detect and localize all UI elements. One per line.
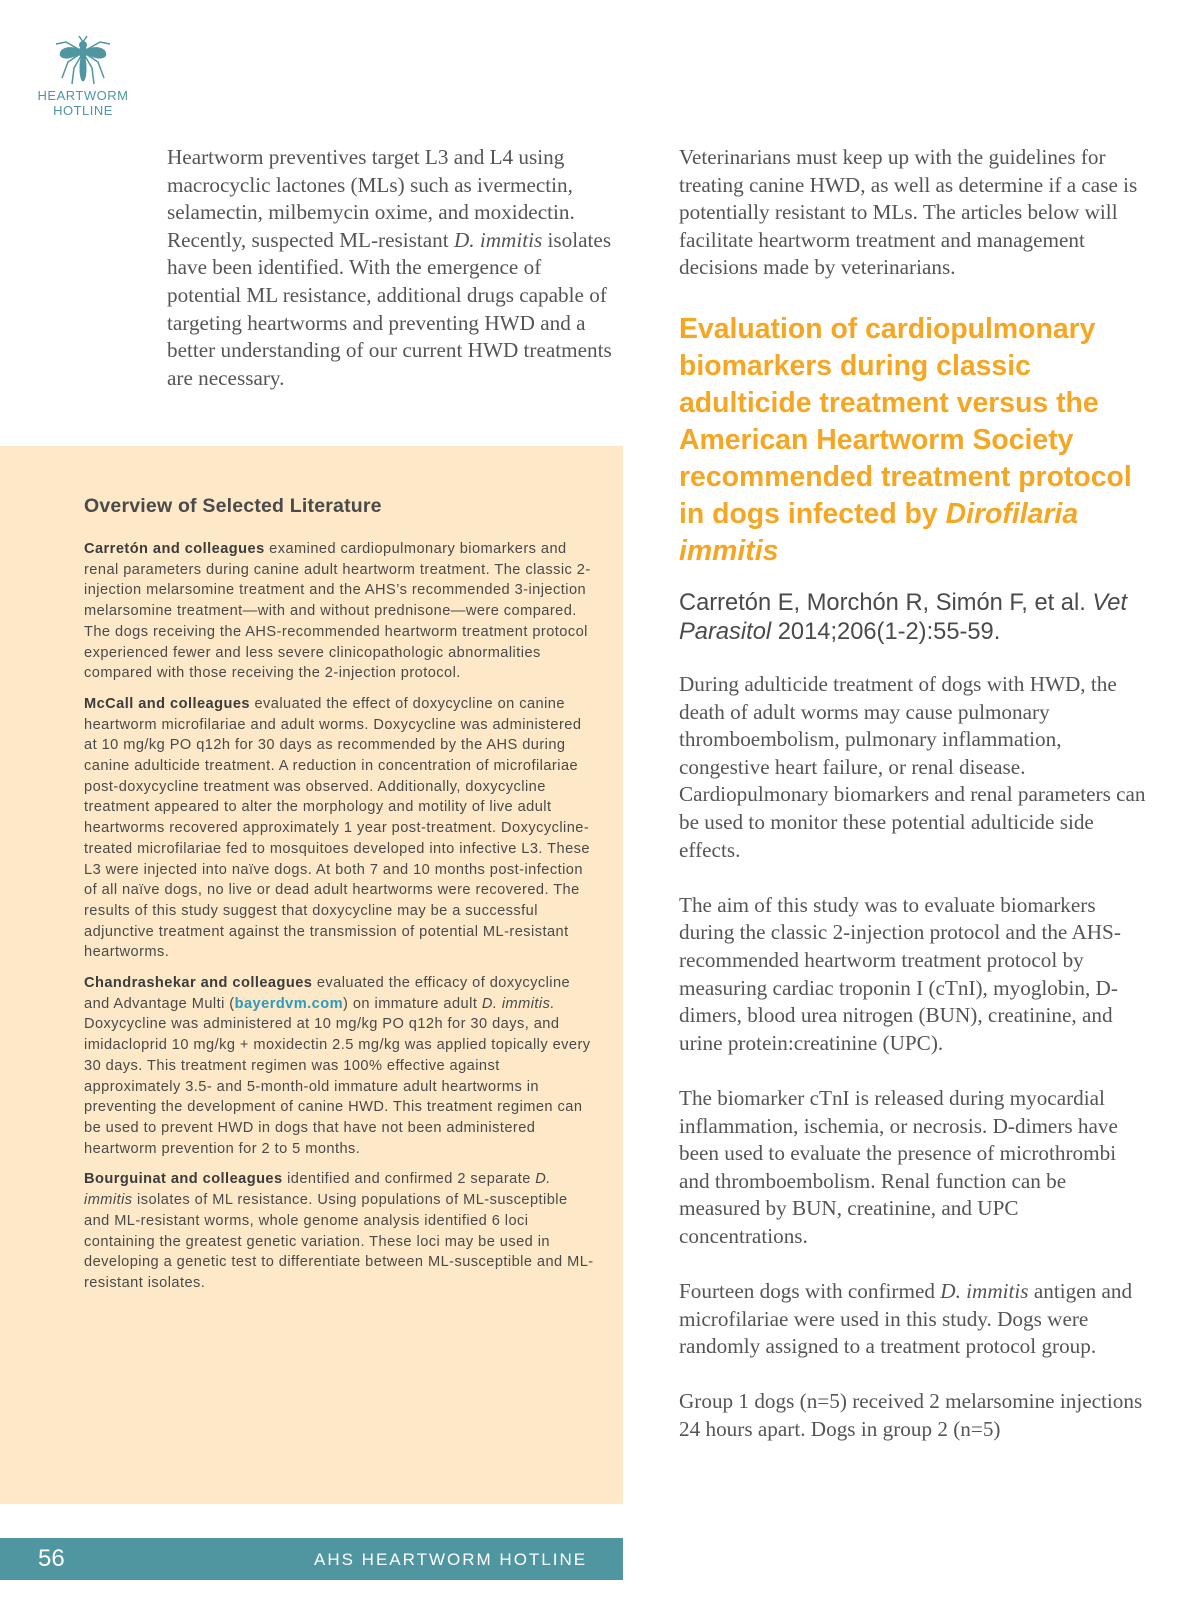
sidebar-body [84, 539, 594, 1304]
article-body [679, 671, 1149, 1471]
intro-right-paragraph: Veterinarians must keep up with the guidelines for treating canine HWD, as well as determine if a case is potentially resistant to MLs. The articles below will facilitate heartworm treatment and management decisions made by veterinarians. [679, 145, 1138, 280]
article-paragraph-1: During adulticide treatment of dogs with HWD, the death of adult worms may cause pulmonary thromboembolism, pulmonary inflammation, congestive heart failure, or renal disease. Cardiopulmonary biomarkers and renal parameters can be used to monitor these potential adulticide side effects. [679, 672, 1146, 862]
mosquito-icon [48, 34, 118, 88]
article-paragraph-3: The biomarker cTnI is released during myocardial inflammation, ischemia, or necrosis. D-dimers have been used to evaluate the presence of microthrombi and thromboembolism. Renal function can be measured by BUN, creatinine, and UPC concentrations. [679, 1085, 1118, 1248]
article-paragraph-4: Fourteen dogs with confirmed D. immitis antigen and microfilariae were used in this study. Dogs were randomly assigned to a treatment protocol group. [679, 1279, 1133, 1359]
article-citation: Carretón E, Morchón R, Simón F, et al. Vet Parasitol 2014;206(1-2):55-59. [679, 590, 1128, 645]
logo-line-1: HEARTWORM [37, 88, 129, 103]
intro-left-paragraph: Heartworm preventives target L3 and L4 using macrocyclic lactones (MLs) such as ivermectin, selamectin, milbemycin oxime, and moxidectin. Recently, suspected ML-resistant D. immitis isolates have been identified. With the emergence of potential ML resistance, additional drugs capable of targeting heartworms and preventing HWD and a better understanding of our current HWD treatments are necessary. [167, 145, 612, 390]
bayerdvm-link[interactable]: bayerdvm.com [234, 995, 344, 1012]
sidebar-paragraph-mccall: McCall and colleagues evaluated the effect of doxycycline on canine heartworm microfilariae and adult worms. Doxycycline was administered at 10 mg/kg PO q12h for 30 days as recommended by the AHS during canine adulticide treatment. A reduction in concentration of microfilariae post-doxycycline treatment was observed. Additionally, doxycycline treatment appeared to alter the morphology and motility of live adult heartworms recovered approximately 1 year post-treatment. Doxycycline-treated microfilariae fed to mosquitoes developed into infective L3. These L3 were injected into naïve dogs. At both 7 and 10 months post-infection of all naïve dogs, no live or dead adult heartworms were recovered. The results of this study suggest that doxycycline may be a successful adjunctive treatment against the transmission of potential ML-resistant heartworms. [84, 695, 590, 961]
logo-line-2: HOTLINE [53, 103, 113, 118]
sidebar-paragraph-chandrashekar: Chandrashekar and colleagues evaluated the efficacy of doxycycline and Advantage Multi (bayerdvm.com) on immature adult D. immitis. Doxycycline was administered at 10 mg/kg PO q12h for 30 days, and imidacloprid 10 mg/kg + moxidectin 2.5 mg/kg was applied topically every 30 days. This treatment regimen was 100% effective against approximately 3.5- and 5-month-old immature adult heartworms in preventing the development of canine HWD. This treatment regimen can be used to prevent HWD in dogs that have not been administered heartworm prevention for 2 to 5 months. [84, 975, 591, 1157]
footer-publication-title: AHS HEARTWORM HOTLINE [314, 1550, 588, 1569]
article-paragraph-2: The aim of this study was to evaluate biomarkers during the classic 2-injection protocol and the AHS-recommended heartworm treatment protocol by measuring cardiac troponin I (cTnI), myoglobin, D-dimers, blood urea nitrogen (BUN), creatinine, and urine protein:creatinine (UPC). [679, 892, 1121, 1055]
article-title: Evaluation of cardiopulmonary biomarkers during classic adulticide treatment versus the American Heartworm Society recommended treatment protocol in dogs infected by Dirofilaria immitis [679, 313, 1132, 567]
sidebar-title: Overview of Selected Literature [84, 495, 382, 517]
sidebar-paragraph-carreton: Carretón and colleagues examined cardiopulmonary biomarkers and renal parameters during canine adult heartworm treatment. The classic 2-injection melarsomine treatment and the AHS’s recommended 3-injection melarsomine treatment—with and without prednisone—were compared. The dogs receiving the AHS-recommended heartworm treatment protocol experienced fewer and less severe clinicopathologic abnormalities compared with those receiving the 2-injection protocol. [84, 541, 591, 682]
article-paragraph-5: Group 1 dogs (n=5) received 2 melarsomine injections 24 hours apart. Dogs in group 2 (n=5) [679, 1389, 1143, 1442]
page-number: 56 [38, 1545, 65, 1572]
heartworm-hotline-logo [28, 34, 138, 118]
sidebar-paragraph-bourguinat: Bourguinat and colleagues identified and confirmed 2 separate D. immitis isolates of ML resistance. Using populations of ML-susceptible and ML-resistant worms, whole genome analysis identified 6 loci containing the greatest genetic variation. These loci may be used in developing a genetic test to differentiate between ML-susceptible and ML-resistant isolates. [84, 1171, 594, 1291]
intro-italic-species: D. immitis [453, 227, 543, 252]
